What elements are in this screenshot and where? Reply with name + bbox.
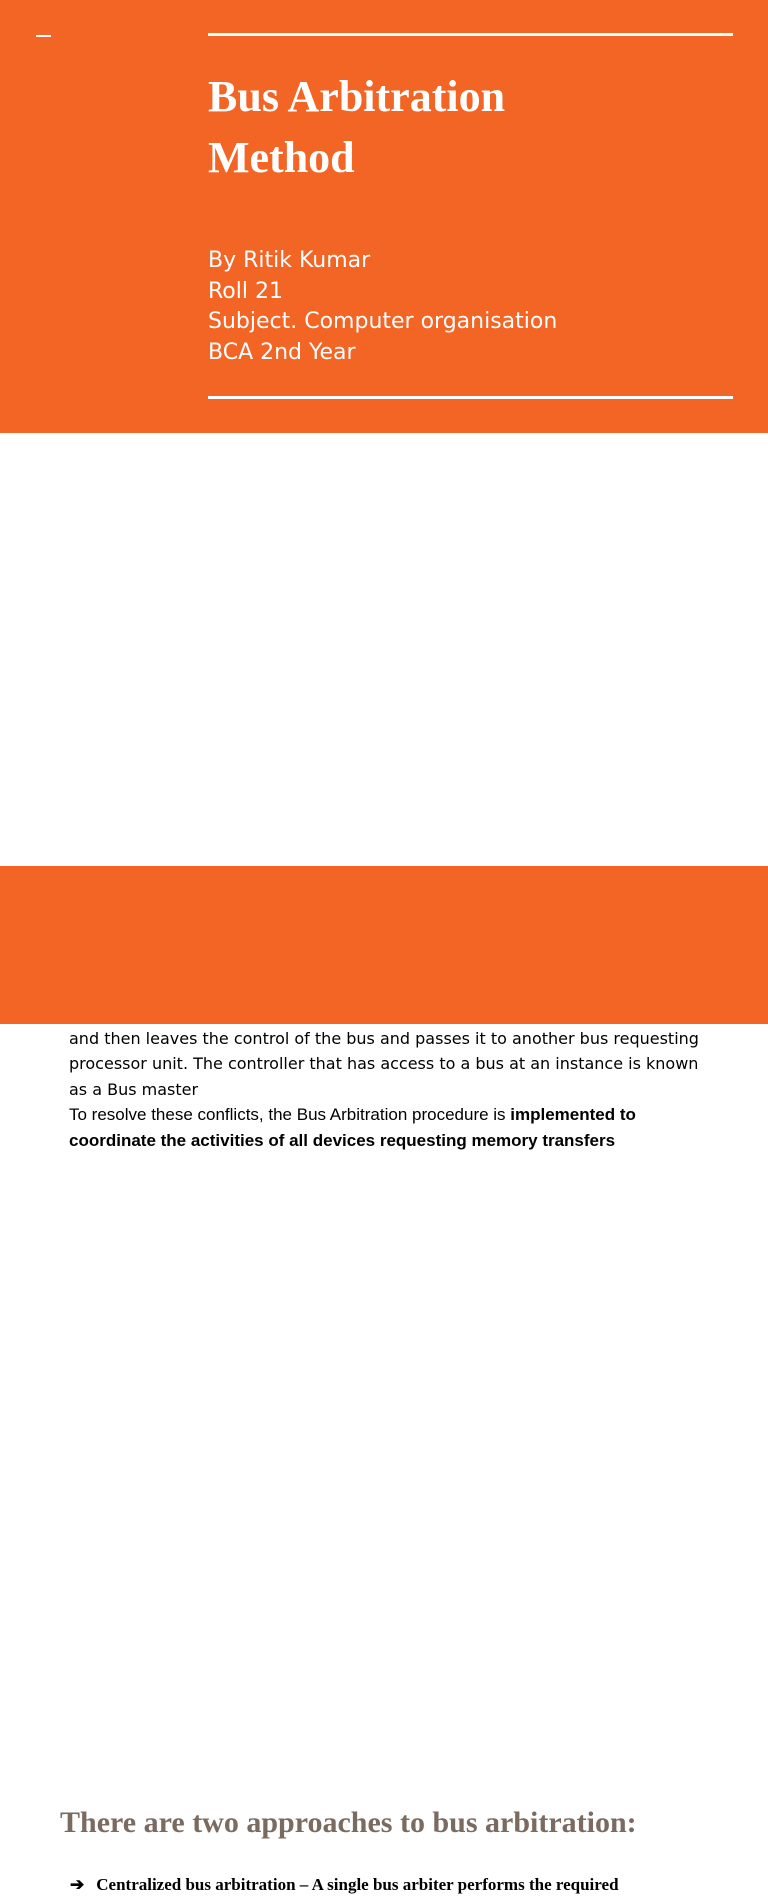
slide-dash-decoration (36, 35, 51, 37)
definition-paragraph: and then leaves the control of the bus and passes it to another bus requesting processor unit. The controller that has access to a bus at an instance is known as a Bus master (69, 1028, 699, 1099)
author-info (208, 246, 557, 368)
title-slide (0, 0, 768, 433)
conflict-text: To resolve these conflicts, the Bus Arbitration procedure is (69, 1105, 511, 1124)
class-line: BCA 2nd Year (208, 339, 356, 365)
definition-slide (0, 433, 768, 1150)
approaches-title: There are two approaches to bus arbitration: (60, 1806, 637, 1839)
presentation-title (208, 66, 505, 188)
top-rule-line (208, 33, 733, 36)
approach-item-text: Centralized bus arbitration – A single bus arbiter performs the required (96, 1875, 619, 1894)
subject-line: Subject. Computer organisation (208, 309, 558, 334)
arrow-icon: ➔ (70, 1875, 85, 1894)
title-line-2: Method (208, 133, 355, 182)
title-line-1: Bus Arbitration (208, 72, 506, 121)
author-line: By Ritik Kumar (208, 248, 371, 273)
approach-item-centralized (70, 1874, 619, 1896)
bottom-rule-line (208, 396, 733, 399)
roll-line: Roll 21 (208, 278, 283, 304)
conflict-bold-text: implemented to coordinate the activities of all devices requesting memory transfers (69, 1105, 636, 1150)
conflict-paragraph (69, 1102, 709, 1154)
